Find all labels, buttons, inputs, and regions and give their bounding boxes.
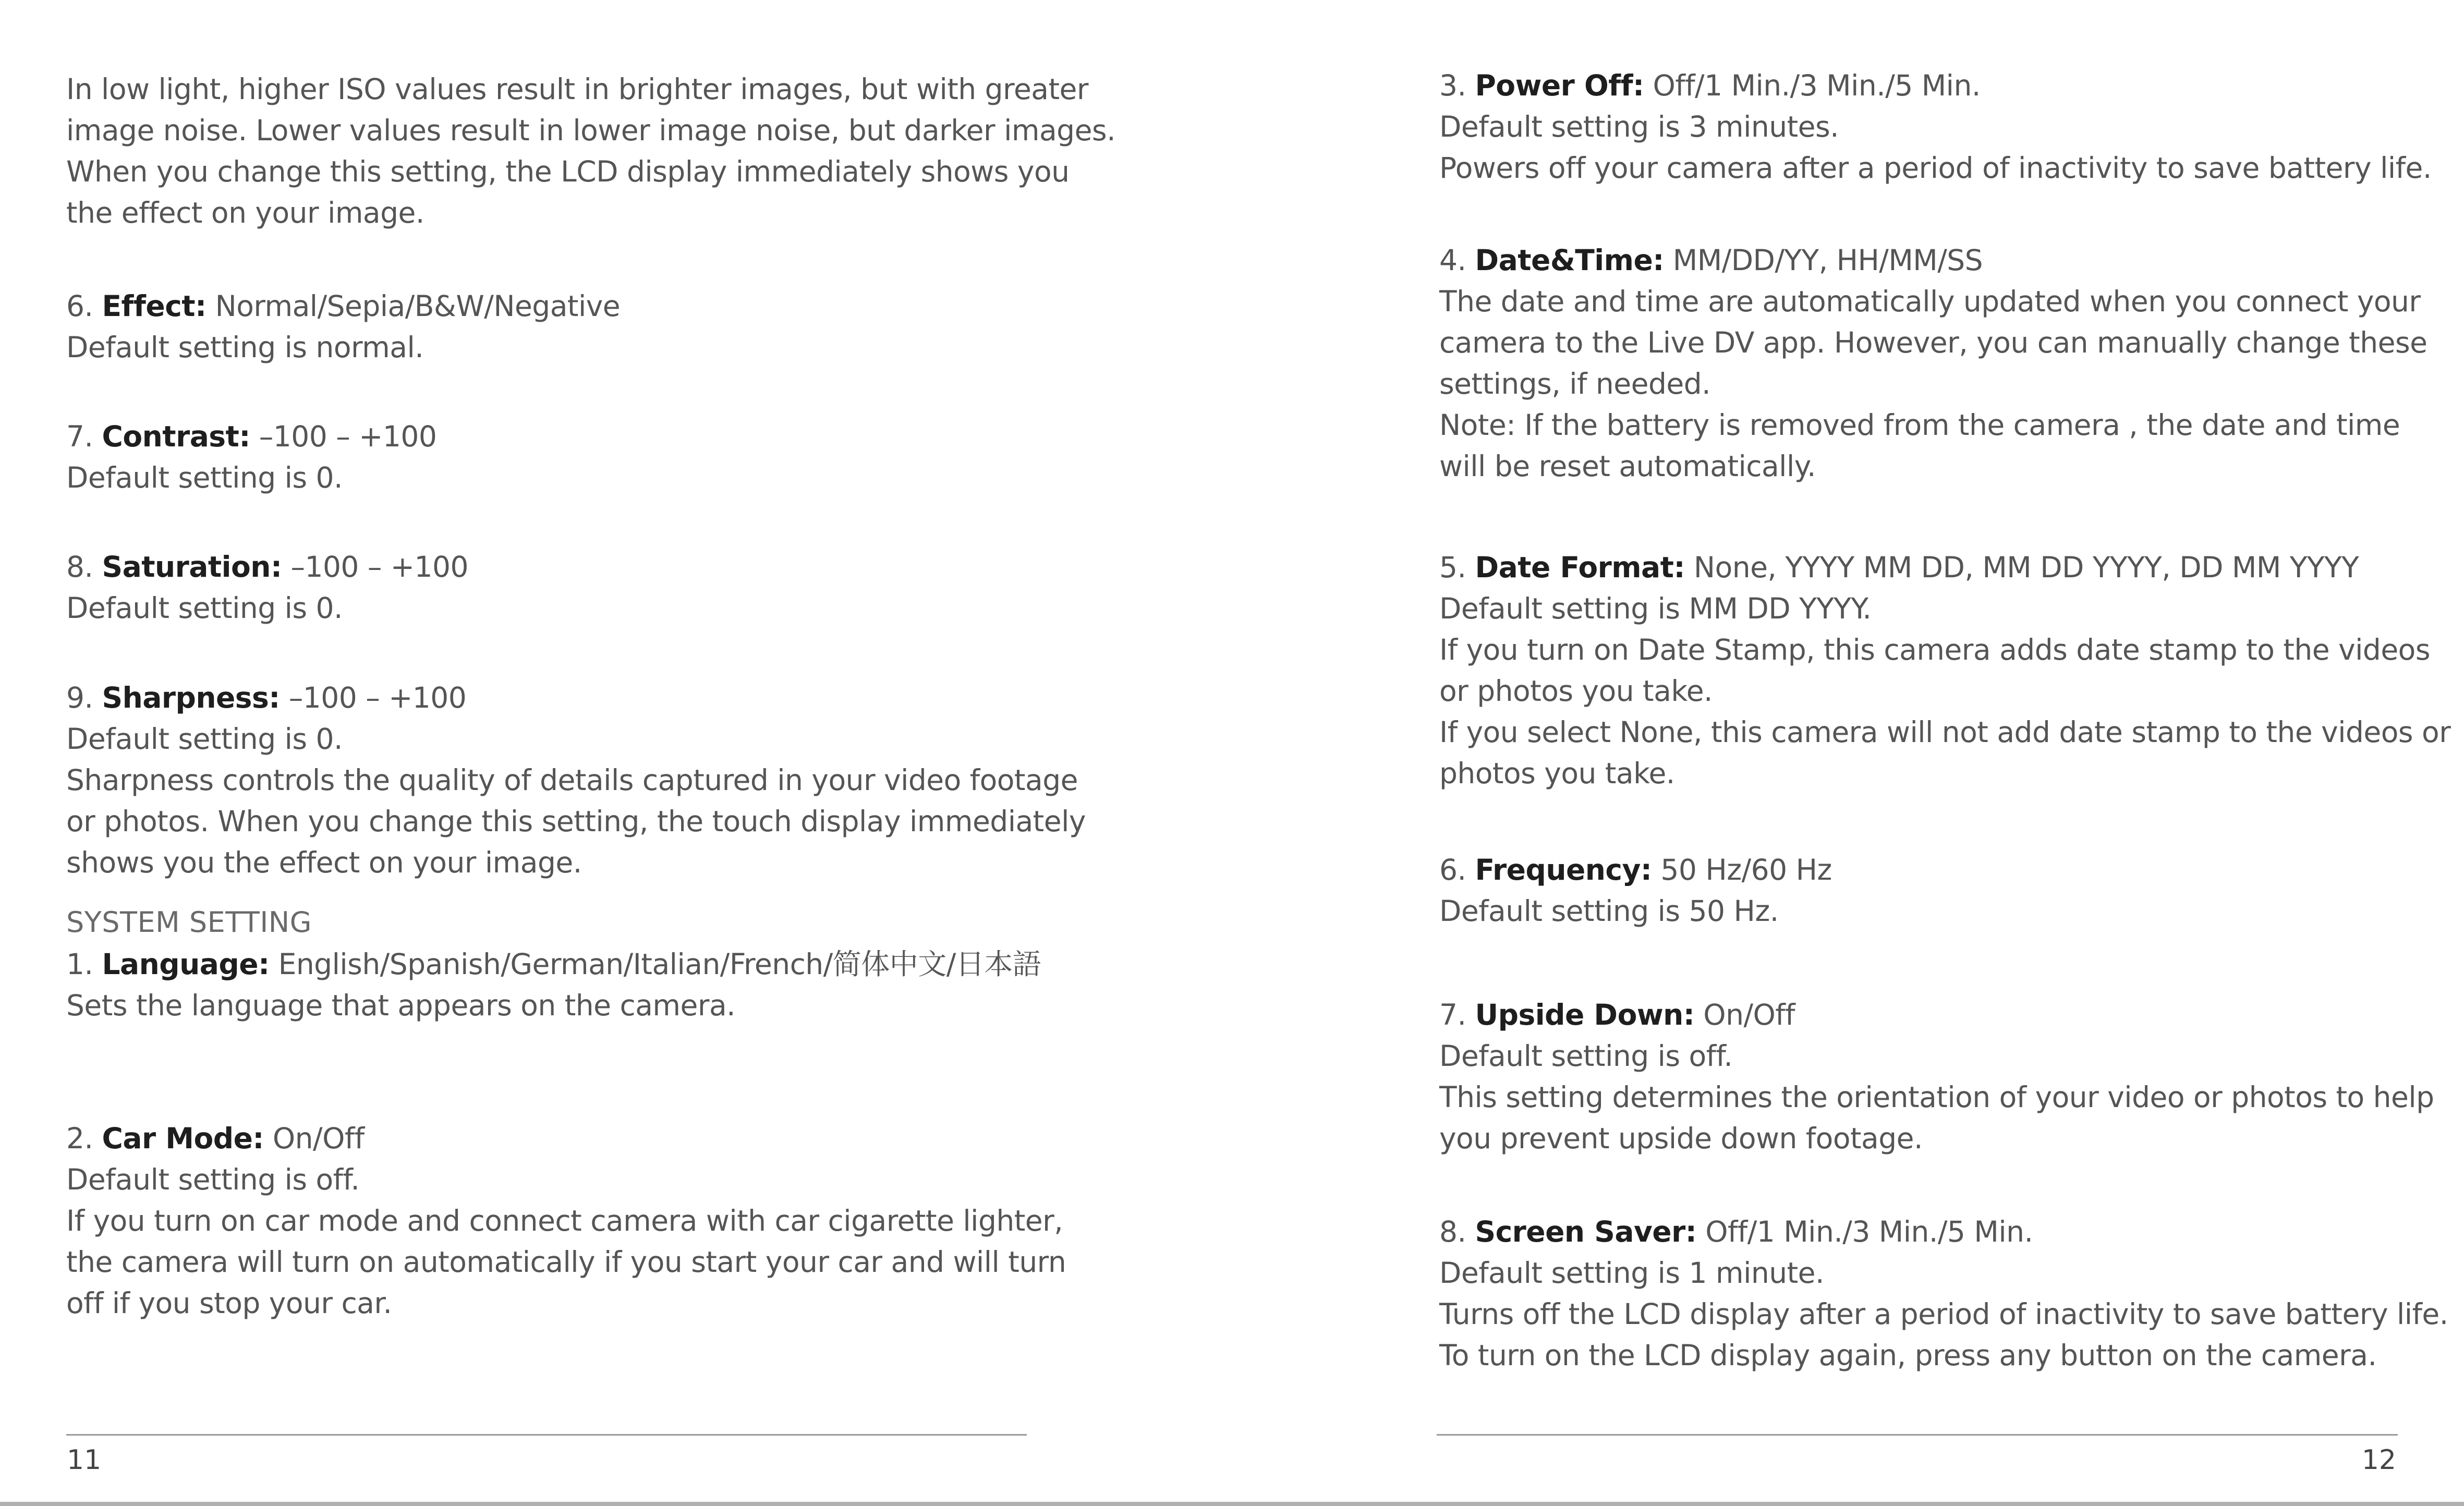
iso-intro-paragraph [66,69,1115,234]
page-number: 11 [67,1444,102,1476]
setting-options: –100 – +100 [282,550,468,584]
setting-options: Normal/Sepia/B&W/Negative [206,289,621,323]
setting-description-line: Default setting is normal. [66,331,424,364]
setting-description-line: or photos you take. [1439,674,1713,708]
setting-description-line: If you select None, this camera will not add date stamp to the videos or [1439,715,2451,749]
footer-divider [66,1434,1027,1436]
setting-number: 1. [66,948,102,981]
setting-description-line: Sharpness controls the quality of details captured in your video footage [66,763,1078,797]
setting-heading [1439,547,2450,588]
setting-heading [66,416,436,457]
setting-options: 50 Hz/60 Hz [1652,853,1832,886]
setting-description-line: Default setting is 0. [66,722,343,756]
setting-options: –100 – +100 [280,681,467,714]
setting-heading [66,546,468,588]
setting-label: Saturation: [102,550,282,584]
setting-description-line: will be reset automatically. [1439,450,1816,483]
setting-heading [1439,849,1832,891]
setting-description-line: Default setting is off. [1439,1039,1733,1073]
setting-label: Upside Down: [1475,998,1695,1031]
intro-line: In low light, higher ISO values result in brighter images, but with greater [66,72,1089,106]
setting-number: 8. [66,550,102,584]
setting-heading [66,677,1086,719]
setting-date-format [1439,547,2450,794]
setting-number: 7. [66,420,102,453]
setting-description-line: shows you the effect on your image. [66,846,582,879]
page-number: 12 [2361,1444,2396,1476]
setting-number: 6. [1439,853,1475,886]
setting-label: Language: [102,948,270,981]
setting-heading [66,944,1041,985]
setting-description-line: or photos. When you change this setting, the touch display immediately [66,805,1086,838]
setting-number: 3. [1439,69,1475,102]
setting-power-off [1439,65,2432,189]
setting-number: 2. [66,1122,102,1155]
setting-heading [66,286,620,327]
setting-screen-saver [1439,1211,2448,1376]
setting-description-line: To turn on the LCD display again, press any button on the camera. [1439,1339,2377,1372]
setting-frequency [1439,849,1832,932]
setting-description-line: you prevent upside down footage. [1439,1122,1923,1155]
setting-number: 9. [66,681,102,714]
setting-label: Date&Time: [1475,244,1664,277]
setting-effect [66,286,620,368]
setting-label: Power Off: [1475,69,1644,102]
setting-description-line: Default setting is 1 minute. [1439,1256,1824,1290]
intro-line: the effect on your image. [66,196,424,229]
setting-description-line: off if you stop your car. [66,1286,392,1320]
setting-number: 6. [66,289,102,323]
setting-upside-down [1439,994,2434,1159]
setting-label: Effect: [102,289,207,323]
setting-description-line: Sets the language that appears on the camera. [66,989,736,1022]
setting-options: On/Off [1694,998,1795,1031]
setting-number: 5. [1439,551,1475,584]
system-setting-block [66,902,312,943]
setting-options: Off/1 Min./3 Min./5 Min. [1696,1215,2033,1248]
setting-description-line: Default setting is 3 minutes. [1439,110,1839,143]
setting-heading [1439,240,2427,281]
intro-line: When you change this setting, the LCD display immediately shows you [66,155,1070,188]
setting-heading [1439,994,2434,1036]
setting-heading [1439,1211,2448,1253]
page-bottom-edge [0,1502,2464,1506]
intro-line: image noise. Lower values result in lower image noise, but darker images. [66,114,1116,147]
setting-description-line: Note: If the battery is removed from the camera , the date and time [1439,408,2400,442]
setting-description-line: settings, if needed. [1439,367,1711,400]
setting-label: Sharpness: [102,681,280,714]
setting-label: Car Mode: [102,1122,264,1155]
footer-divider [1437,1434,2398,1436]
setting-number: 4. [1439,244,1475,277]
setting-heading [1439,65,2432,106]
setting-label: Contrast: [102,420,250,453]
setting-language [66,944,1041,1026]
setting-description-line: Default setting is 0. [66,461,343,494]
setting-date-time [1439,240,2427,487]
setting-saturation [66,546,468,629]
setting-description-line: Powers off your camera after a period of inactivity to save battery life. [1439,151,2432,185]
setting-car-mode [66,1118,1066,1324]
setting-options: English/Spanish/German/Italian/French/简体中文/日本語 [269,948,1041,981]
setting-description-line: Default setting is 50 Hz. [1439,894,1779,928]
setting-sharpness [66,677,1086,883]
setting-description-line: If you turn on car mode and connect camera with car cigarette lighter, [66,1204,1063,1237]
setting-description-line: Default setting is MM DD YYYY. [1439,592,1872,625]
setting-label: Date Format: [1475,551,1685,584]
setting-description-line: The date and time are automatically updated when you connect your [1439,285,2421,318]
setting-options: On/Off [263,1122,365,1155]
setting-heading [66,1118,1066,1159]
setting-description-line: photos you take. [1439,757,1675,790]
setting-description-line: camera to the Live DV app. However, you can manually change these [1439,326,2427,359]
section-title: SYSTEM SETTING [66,906,312,939]
setting-description-line: Default setting is off. [66,1163,360,1196]
setting-number: 7. [1439,998,1475,1031]
setting-label: Frequency: [1475,853,1652,886]
setting-contrast [66,416,436,499]
setting-description-line: the camera will turn on automatically if you start your car and will turn [66,1245,1066,1279]
setting-options: None, YYYY MM DD, MM DD YYYY, DD MM YYYY [1684,551,2359,584]
setting-number: 8. [1439,1215,1475,1248]
setting-options: MM/DD/YY, HH/MM/SS [1664,244,1983,277]
right-page [1232,0,2464,1506]
setting-description-line: This setting determines the orientation of your video or photos to help [1439,1080,2434,1114]
setting-options: Off/1 Min./3 Min./5 Min. [1644,69,1981,102]
setting-description-line: Default setting is 0. [66,591,343,625]
setting-options: –100 – +100 [250,420,437,453]
setting-description-line: Turns off the LCD display after a period of inactivity to save battery life. [1439,1297,2448,1331]
setting-description-line: If you turn on Date Stamp, this camera adds date stamp to the videos [1439,633,2430,666]
setting-label: Screen Saver: [1475,1215,1697,1248]
